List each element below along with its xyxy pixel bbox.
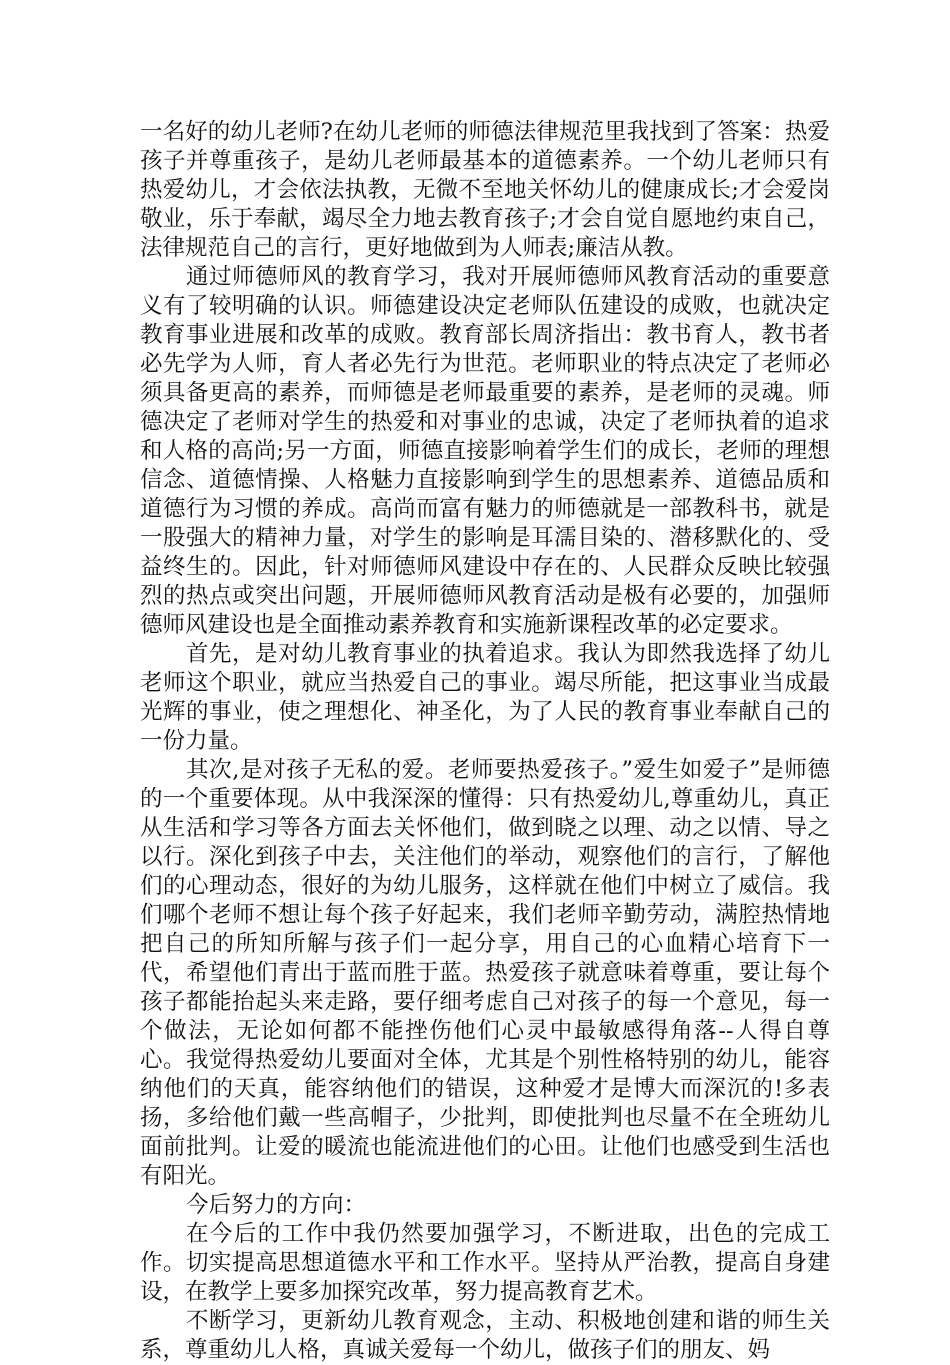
document-body <box>140 118 830 1365</box>
paragraph-1: 一名好的幼儿老师?在幼儿老师的师德法律规范里我找到了答案：热爱孩子并尊重孩子，是幼儿老师最基本的道德素养。一个幼儿老师只有热爱幼儿，才会依法执教，无微不至地关怀幼儿的健康成长;才会爱岗敬业，乐于奉献，竭尽全力地去教育孩子;才会自觉自愿地约束自己，法律规范自己的言行，更好地做到为人师表;廉洁从教。 <box>140 119 830 261</box>
paragraph-5: 今后努力的方向： <box>186 1192 367 1218</box>
paragraph-4: 其次,是对孩子无私的爱。老师要热爱孩子。”爱生如爱子”是师德的一个重要体现。从中我深深的懂得：只有热爱幼儿,尊重幼儿，真正从生活和学习等各方面去关怀他们，做到晓之以理、动之以情、导之以行。深化到孩子中去，关注他们的举动，观察他们的言行，了解他们的心理动态，很好的为幼儿服务，这样就在他们中树立了威信。我们哪个老师不想让每个孩子好起来，我们老师辛勤劳动，满腔热情地把自己的所知所解与孩子们一起分享，用自己的心血精心培育下一代，希望他们青出于蓝而胜于蓝。热爱孩子就意味着尊重，要让每个孩子都能抬起头来走路，要仔细考虑自己对孩子的每一个意见，每一个做法，无论如何都不能挫伤他们心灵中最敏感得角落--人得自尊心。我觉得热爱幼儿要面对全体，尤其是个别性格特别的幼儿，能容纳他们的天真，能容纳他们的错误，这种爱才是博大而深沉的!多表扬，多给他们戴一些高帽子，少批判，即使批判也尽量不在全班幼儿面前批判。让爱的暖流也能流进他们的心田。让他们也感受到生活也有阳光。 <box>140 757 830 1189</box>
paragraph-2: 通过师德师风的教育学习，我对开展师德师风教育活动的重要意义有了较明确的认识。师德建设决定老师队伍建设的成败，也就决定教育事业进展和改革的成败。教育部长周济指出：教书育人，教书者必先学为人师，育人者必先行为世范。老师职业的特点决定了老师必须具备更高的素养，而师德是老师最重要的素养，是老师的灵魂。师德决定了老师对学生的热爱和对事业的忠诚，决定了老师执着的追求和人格的高尚;另一方面，师德直接影响着学生们的成长，老师的理想信念、道德情操、人格魅力直接影响到学生的思想素养、道德品质和道德行为习惯的养成。高尚而富有魅力的师德就是一部教科书，就是一股强大的精神力量，对学生的影响是耳濡目染的、潜移默化的、受益终生的。因此，针对师德师风建设中存在的、人民群众反映比较强烈的热点或突出问题，开展师德师风教育活动是极有必要的，加强师德师风建设也是全面推动素养教育和实施新课程改革的必定要求。 <box>140 264 830 638</box>
paragraph-3: 首先，是对幼儿教育事业的执着追求。我认为即然我选择了幼儿老师这个职业，就应当热爱自己的事业。竭尽所能，把这事业当成最光辉的事业，使之理想化、神圣化，为了人民的教育事业奉献自己的一份力量。 <box>140 641 830 754</box>
paragraph-7: 不断学习，更新幼儿教育观念，主动、积极地创建和谐的师生关系，尊重幼儿人格，真诚关爱每一个幼儿，做孩子们的朋友、妈 <box>140 1308 830 1363</box>
paragraph-6: 在今后的工作中我仍然要加强学习，不断进取，出色的完成工作。切实提高思想道德水平和工作水平。坚持从严治教，提高自身建设，在教学上要多加探究改革，努力提高教育艺术。 <box>140 1221 830 1305</box>
